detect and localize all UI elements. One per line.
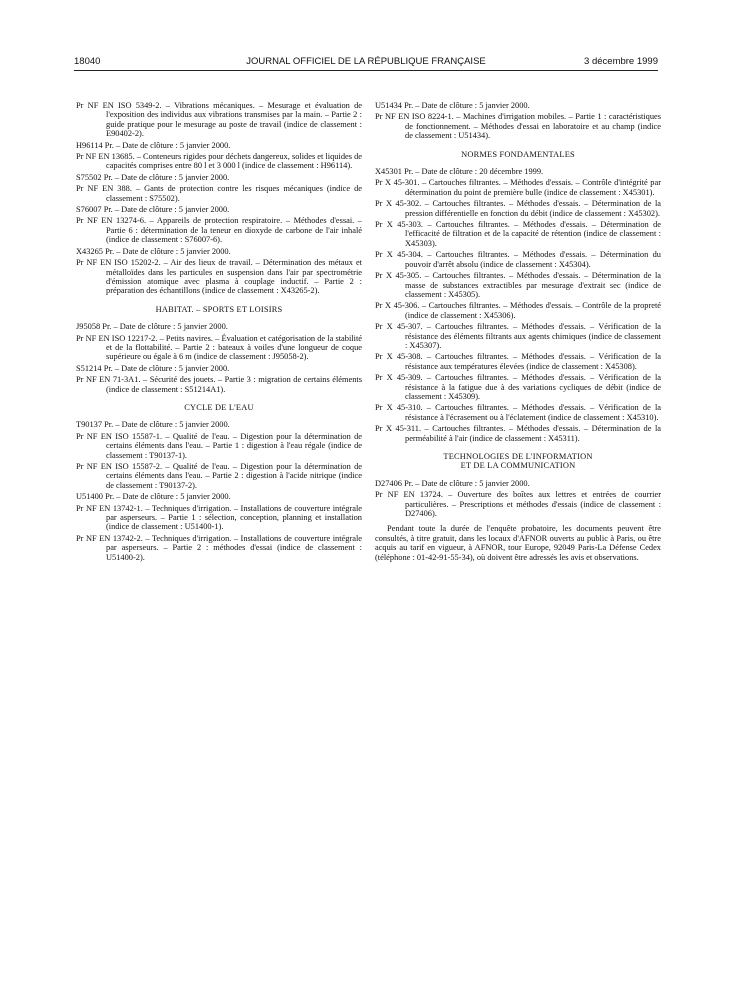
issue-date: 3 décembre 1999 (584, 56, 658, 67)
closing-date-line: U51400 Pr. – Date de clôture : 5 janvier 2000. (76, 492, 231, 502)
standard-entry: Pr X 45-305. – Cartouches filtrantes. – Méthodes d'essais. – Détermination de la masse de substances extractibles par mesurage d'extrait sec (indice de classement : X45305). (375, 271, 661, 299)
section-heading-line: TECHNOLOGIES DE L'INFORMATION (443, 452, 593, 461)
closing-date-line: J95058 Pr. – Date de clôture : 5 janvier 2000. (76, 322, 228, 332)
closing-date-line: X45301 Pr. – Date de clôture : 20 décembre 1999. (375, 167, 544, 177)
standard-entry: Pr NF EN 13742-1. – Techniques d'irrigation. – Installations de couverture intégrale par asperseurs. – Partie 1 : sélection, conception, planning et installation (indice de classement : U51400-1). (76, 503, 362, 532)
section-heading-line: CYCLE DE L'EAU (184, 402, 254, 412)
standard-entry: Pr NF EN 13274-6. – Appareils de protection respiratoire. – Méthodes d'essai. – Partie 6 : détermination de la teneur en dioxyde de carbone de l'air inhalé (indice de classement : S76007-6). (76, 216, 362, 245)
closing-date-line: T90137 Pr. – Date de clôture : 5 janvier 2000. (76, 420, 230, 430)
standard-entry: Pr NF EN ISO 5349-2. – Vibrations mécaniques. – Mesurage et évaluation de l'exposition des individus aux vibrations transmises par la main. – Partie 2 : guide pratique pour le mesurage au poste de travail (indice de classement : E90402-2). (76, 101, 362, 139)
closing-date-line: D27406 Pr. – Date de clôture : 5 janvier 2000. (375, 478, 530, 488)
standard-entry: Pr X 45-303. – Cartouches filtrantes. – Méthodes d'essais. – Détermination de l'efficacité de filtration et de la capacité de rétention (indice de classement : X45303). (375, 220, 661, 248)
page-header (74, 56, 658, 70)
standard-entry: Pr X 45-301. – Cartouches filtrantes. – Méthodes d'essais. – Contrôle d'intégrité par détermination du point de première bulle (indice de classement : X45301). (375, 178, 661, 197)
left-column (76, 101, 362, 564)
standard-entry: Pr NF EN ISO 15202-2. – Air des lieux de travail. – Détermination des métaux et métalloïdes dans les particules en suspension dans l'air par spectrométrie d'émission atomique avec plasma à couplage inductif. – Partie 2 : préparation des échantillons (indice de classement : X43265-2). (76, 258, 362, 296)
standard-entry: Pr X 45-310. – Cartouches filtrantes. – Méthodes d'essais. – Vérification de la résistance à l'écrasement ou à l'éclatement (indice de classement : X45310). (375, 403, 661, 422)
section-heading (375, 452, 661, 471)
right-column (375, 101, 661, 562)
standard-entry: Pr X 45-304. – Cartouches filtrantes. – Méthodes d'essais. – Détermination du pouvoir d'arrêt absolu (indice de classement : X45304). (375, 250, 661, 269)
standard-entry: Pr X 45-306. – Cartouches filtrantes. – Méthodes d'essais. – Contrôle de la propreté (indice de classement : X45306). (375, 301, 661, 320)
closing-date-line: X43265 Pr. – Date de clôture : 5 janvier 2000. (76, 246, 231, 256)
section-heading-line: ET DE LA COMMUNICATION (460, 461, 576, 471)
journal-title: JOURNAL OFFICIEL DE LA RÉPUBLIQUE FRANÇAISE (246, 56, 486, 67)
closing-date-line: H96114 Pr. – Date de clôture : 5 janvier 2000. (76, 140, 231, 150)
standard-entry: Pr X 45-308. – Cartouches filtrantes. – Méthodes d'essais. – Vérification de la résistance aux températures élevées (indice de classement : X45308). (375, 352, 661, 371)
standard-entry: Pr NF EN ISO 15587-1. – Qualité de l'eau. – Digestion pour la détermination de certains éléments dans l'eau. – Partie 1 : digestion à l'eau régale (indice de classement : T90137-1). (76, 431, 362, 460)
standard-entry: Pr NF EN 13742-2. – Techniques d'irrigation. – Installations de couverture intégrale par asperseurs. – Partie 2 : méthodes d'essai (indice de classement : U51400-2). (76, 533, 362, 562)
standard-entry: Pr X 45-309. – Cartouches filtrantes. – Méthodes d'essais. – Vérification de la résistance à la fatigue due à des variations cycliques de débit (indice de classement : X45309). (375, 373, 661, 401)
page-number: 18040 (74, 56, 101, 67)
section-heading-line: HABITAT. – SPORTS ET LOISIRS (155, 304, 283, 314)
standard-entry: Pr NF EN ISO 12217-2. – Petits navires. – Évaluation et catégorisation de la stabilité et de la flottabilité. – Partie 2 : bateaux à voiles d'une longueur de coque supérieure ou égale à 6 m (indice de classement : J95058-2). (76, 333, 362, 362)
standard-entry: Pr X 45-311. – Cartouches filtrantes. – Méthodes d'essais. – Détermination de la perméabilité à l'air (indice de classement : X45311). (375, 424, 661, 443)
header-rule (74, 70, 658, 71)
standard-entry: Pr X 45-302. – Cartouches filtrantes. – Méthodes d'essais. – Détermination de la pression différentielle en fonction du débit (indice de classement : X45302). (375, 199, 661, 218)
section-heading-line: NORMES FONDAMENTALES (461, 149, 575, 159)
closing-date-line: S76007 Pr. – Date de clôture : 5 janvier 2000. (76, 205, 230, 215)
closing-date-line: S51214 Pr. – Date de clôture : 5 janvier 2000. (76, 363, 230, 373)
standard-entry: Pr NF EN ISO 8224-1. – Machines d'irrigation mobiles. – Partie 1 : caractéristiques de fonctionnement. – Méthodes d'essai en laboratoire et au champ (indice de classement : U51434). (375, 112, 661, 141)
closing-paragraph: Pendant toute la durée de l'enquête probatoire, les documents peuvent être consultés, à titre gratuit, dans les locaux d'AFNOR ouverts au public à Paris, ou être acquis au tarif en vigueur, à AFNOR, tour Europe, 92049 Paris-La Défense Cedex (téléphone : 01-42-91-55-34), où doivent être adressés les avis et observations. (375, 524, 661, 562)
section-heading (375, 150, 661, 159)
standard-entry: Pr X 45-307. – Cartouches filtrantes. – Méthodes d'essais. – Vérification de la résistance des éléments filtrants aux agents chimiques (indice de classement : X45307). (375, 322, 661, 350)
closing-date-line: S75502 Pr. – Date de clôture : 5 janvier 2000. (76, 172, 230, 182)
section-heading (76, 403, 362, 412)
standard-entry: Pr NF EN 71-3A1. – Sécurité des jouets. – Partie 3 : migration de certains éléments (indice de classement : S51214A1). (76, 375, 362, 394)
standard-entry: Pr NF EN 13724. – Ouverture des boîtes aux lettres et entrées de courrier particulières. – Prescriptions et méthodes d'essais (indice de classement : D27406). (375, 490, 661, 519)
standard-entry: Pr NF EN 13685. – Conteneurs rigides pour déchets dangereux, solides et liquides de capacités comprises entre 80 l et 3 000 l (indice de classement : H96114). (76, 152, 362, 171)
standard-entry: Pr NF EN 388. – Gants de protection contre les risques mécaniques (indice de classement : S75502). (76, 184, 362, 203)
section-heading (76, 305, 362, 314)
standard-entry: Pr NF EN ISO 15587-2. – Qualité de l'eau. – Digestion pour la détermination de certains éléments dans l'eau. – Partie 2 : digestion à l'acide nitrique (indice de classement : T90137-2). (76, 462, 362, 490)
closing-date-line: U51434 Pr. – Date de clôture : 5 janvier 2000. (375, 101, 530, 110)
